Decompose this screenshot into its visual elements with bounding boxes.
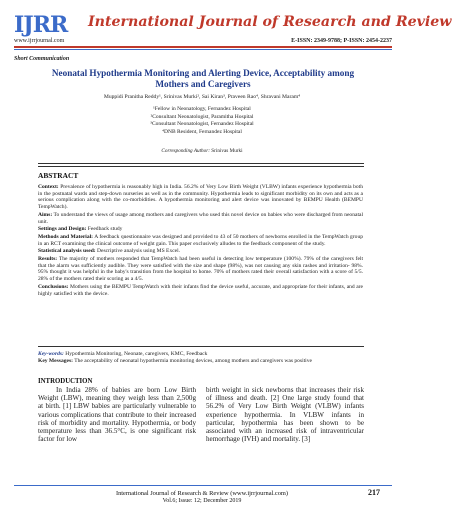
abstract-stats: Statistical analysis used: Descriptive analysis using MS Excel. <box>38 248 181 255</box>
intro-right-column: birth weight in sick newborns that increases their risk of illness and death. [2] One large study found that 56.2% of Very Low Birth Weight (VLBW) infants experience hypothermia. In VLBW infants in particular, hypothermia has been shown to be associated with an increased risk of intraventricular hemorrhage (IVH) and mortality. [3] <box>206 386 364 444</box>
affiliation-item: ⁴DNB Resident, Fernandez Hospital <box>162 128 242 135</box>
corresponding-name: Srinivas Murki <box>211 148 243 154</box>
header-rule-blue <box>14 49 392 50</box>
corresponding-label: Corresponding Author: <box>161 148 210 154</box>
abstract-top-rule-2 <box>38 166 364 167</box>
abstract-methods: Methods and Material: A feedback questionnaire was designed and provided to 43 of 50 mothers of newborns enrolled in the TempWatch group in an RCT examining the clinical outcome of weight gain. This paper exclusively alludes to the feedback component of the study. <box>38 233 363 247</box>
abstract-aims: Aims: To understand the views of usage among mothers and caregivers who used this novel device on babies who were discharged from neonatal unit. <box>38 211 363 225</box>
header-rule-red <box>14 46 392 48</box>
abstract-heading: ABSTRACT <box>38 171 79 180</box>
page-number: 217 <box>368 488 380 497</box>
abstract-bottom-rule <box>38 346 364 347</box>
abstract-body <box>38 184 363 298</box>
affiliations <box>0 106 404 136</box>
intro-left-text: In India 28% of babies are born Low Birth Weight (LBW), meaning they weigh less than 2,500g at birth. [1] LBW babies are particularly vulnerable to various complications that contribute to their increased risk of morbidity and mortality. Hypothermia, or body temperature less than 36.5°C, is one significant risk factor for low <box>38 386 196 444</box>
abstract-context: Context: Prevalence of hypothermia is reasonably high in India. 56.2% of Very Low Birth Weight (VLBW) infants experience hypothermia both in the postnatal wards and step-down nurseries as well as in the community. Hypothermia leads to significant morbidity on its own and acts as a serious complication along with the co-morbidities. A hypothermia monitoring and alert device was innovated by BEMPU Health (BEMPU TempWatch). <box>38 184 364 211</box>
corresponding-author <box>0 148 404 154</box>
journal-website[interactable]: www.ijrrjournal.com <box>14 38 65 44</box>
abstract-settings: Settings and Design: Feedback study <box>38 226 123 233</box>
abstract-results: Results: The majority of mothers responded that TempWatch had been useful in detecting low temperature (100%). 79% of the caregivers felt that the alarm was sufficiently audible. They were satisfied with the size and shape (98%), was not causing any skin rashes and irritation- 98%. 95% thought it was helpful in the baby's transition from the hospital to home. 70% of mothers rated their overall satisfaction with a score of 5/5. 28% of the mothers rated their scoring as a 4/5. <box>38 256 363 283</box>
keywords-line: Key-words: Hypothermia Monitoring, Neonate, caregivers, KMC, Feedback <box>38 351 208 357</box>
journal-title: International Journal of Research and Review <box>88 14 452 30</box>
affiliation-item: ²Consultant Neonatologist, Paramitha Hospital <box>150 113 254 120</box>
abstract-conclusions: Conclusions: Mothers using the BEMPU TempWatch with their infants find the device useful, accurate, and appropriate for their infants, and are highly satisfied with the device. <box>38 283 363 297</box>
journal-header <box>14 12 452 38</box>
affiliation-item: ³Consultant Neonatologist, Fernandez Hospital <box>150 121 254 128</box>
footer-journal: International Journal of Research & Review (www.ijrrjournal.com) <box>115 490 289 497</box>
abstract-top-rule <box>38 163 364 164</box>
journal-issn: E-ISSN: 2349-9788; P-ISSN: 2454-2237 <box>291 38 392 44</box>
intro-left-column <box>38 386 196 443</box>
affiliation-item: ¹Fellow in Neonatology, Fernandez Hospital <box>153 106 251 112</box>
journal-logo <box>14 12 86 36</box>
section-type: Short Communication <box>14 56 70 62</box>
introduction-heading: INTRODUCTION <box>38 378 93 385</box>
author-list: Muppidi Pranitha Reddy¹, Srinivas Murki², Sai Kiran³, Praveen Rao⁴, Shravani Maram⁴ <box>103 94 301 100</box>
keywords-block <box>38 351 363 364</box>
article-title: Neonatal Hypothermia Monitoring and Alerting Device, Acceptability among Mothers and Caregivers <box>51 68 355 89</box>
footer-issue: Vol.6; Issue: 12; December 2019 <box>162 498 242 504</box>
logo-letters: IJRR <box>14 12 68 38</box>
footer-rule <box>14 485 392 486</box>
key-messages-line: Key Messages: The acceptability of neonatal hypothermia monitoring devices, among mothers and caregivers was positive <box>38 357 312 364</box>
